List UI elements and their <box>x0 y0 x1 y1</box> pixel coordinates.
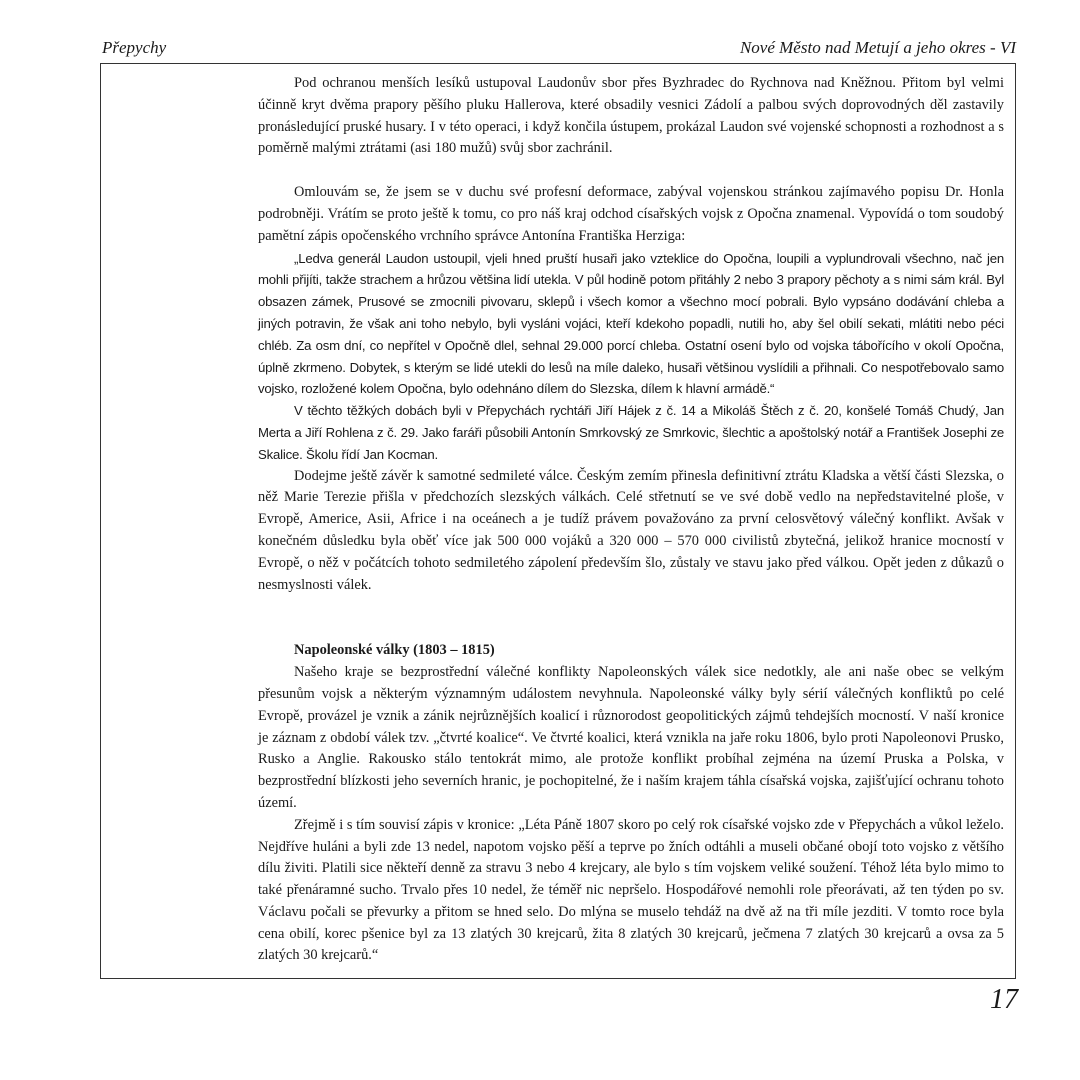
paragraph-chronicle: Zřejmě i s tím souvisí zápis v kronice: „Léta Páně 1807 skoro po celý rok císařské vojsko zde v Přepychách a vůkol leželo. Nejdříve huláni a byli zde 13 nedel, napotom vojsko pěší a teprve po žních odtáhli a museli občané obojí toto vojsko z většího dílu živiti. Platili sice někteří denně za stravu 3 nebo 4 krejcary, ale bylo s tím vojskem veliké soužení. Téhož léta bylo mimo to také přenáramné sucho. Trvalo přes 10 nedel, že téměř nic nepršelo. Hospodářové nemohli role přeorávati, až ten týden po sv. Václavu počali se převurky a přitom se hned selo. Do mlýna se muselo tehdáž na dvě až na tři míle jezditi. V tomto roce byla cena obilí, korec pšenice byl za 13 zlatých 30 krejcarů, žita 8 zlatých 30 krejcarů, ječmena 7 zlatých 30 krejcarů a ovsa za 5 zlatých 30 krejcarů.“ <box>258 816 1004 964</box>
section-spacer <box>258 596 1004 640</box>
page-number: 17 <box>990 984 1018 1015</box>
running-header-left: Přepychy <box>102 38 167 57</box>
paragraph-conclusion: Dodejme ještě závěr k samotné sedmileté válce. Českým zemím přinesla definitivní ztrátu Kladska a větší části Slezska, o něž Marie Terezie přišla v předchozích slezských válkách. Celé střetnutí se ve své době vedlo na nepředstavitelné ploše, v Evropě, Americe, Asii, Africe i na oceánech a je tudíž právem považováno za první celosvětový válečný konflikt. Avšak v konečném důsledku byla oběť více jak 500 000 vojáků a 320 000 – 570 000 civilistů zbytečná, jelikož hranice mocností v Evropě, o něž v počátcích tohoto sedmiletého zápolení především šlo, zůstaly ve stavu jako před válkou. Opět jeden z důkazů o nesmyslnosti válek. <box>258 467 1004 593</box>
quote-herzig: „Ledva generál Laudon ustoupil, vjeli hned pruští husaři jako vzteklice do Opočna, loupili a vyplundrovali všechno, nač jen mohli přijíti, takže strachem a hrůzou většina lidí utekla. V půl hodině potom přitáhly 2 nebo 3 prapory pěchoty a s nimi sám král. Byl obsazen zámek, Prusové se zmocnili pivovaru, sklepů i všech komor a všechno mocí pobrali. Bylo vypsáno dodávání chleba a jiných potravin, že však ani toho nebylo, byli vysláni vojáci, kteří kdekoho popadli, nutili ho, aby šel obilí sekati, mlátiti nebo péci chléb. Za osm dní, co nepřítel v Opočně dlel, sehnal 29.000 porcí chleba. Ostatní osení bylo od vojska tábořícího v okolí Opočna, úplně zkrmeno. Dobytek, s kterým se lidé utekli do lesů na míle daleko, husaři většinou vyslídili a přihnali. Co nespotřebovalo samo vojsko, rozložené kolem Opočna, bylo odehnáno dílem do Slezska, dílem k hlavní armádě.“ <box>258 250 1004 397</box>
paragraph-apology: Omlouvám se, že jsem se v duchu své profesní deformace, zabýval vojenskou stránkou zajímavého popisu Dr. Honla podrobněji. Vrátím se proto ještě k tomu, co pro náš kraj odchod císařských vojsk z Opočna znamenal. Vypovídá o tom soudobý pamětní zápis opočenského vrchního správce Antonína Františka Herziga: <box>258 184 1004 244</box>
paragraph-napoleonic: Našeho kraje se bezprostřední válečné konflikty Napoleonských válek sice nedotkly, ale ani naše obec se velkým přesunům vojsk a některým významným událostem nevyhnula. Napoleonské války byly sérií válečných konfliktů po celé Evropě, provázel je vznik a zánik nejrůznějších koalicí i různorodost geopolitických zájmů tehdejších mocností. V naší kronice je záznam z období válek tzv. „čtvrté koalice“. Ve čtvrté koalici, která vznikla na jaře roku 1806, bylo proti Napoleonovi Prusko, Rusko a Anglie. Rakousko stálo tentokrát mimo, ale protože konflikt probíhal zejména na území Pruska a Polska, v bezprostřední blízkosti jeho severních hranic, je pochopitelné, že i naším krajem táhla císařská vojska, zajišťující ochranu tohoto území. <box>258 664 1004 811</box>
text-column <box>258 73 1004 967</box>
paragraph-laudon-retreat: Pod ochranou menších lesíků ustupoval Laudonův sbor přes Byzhradec do Rychnova nad Kněžnou. Přitom byl velmi účinně kryt dvěma prapory pěšího pluku Hallerova, které obsadily vesnici Zádolí a palbou svých doprovodných děl zastavily pronásledující pruské husary. I v této operaci, i když končila ústupem, prokázal Laudon své vojenské schopnosti a rozhodnost a s poměrně malými ztrátami (asi 180 mužů) svůj sbor zachránil. <box>258 75 1004 157</box>
paragraph-officials: V těchto těžkých dobách byli v Přepychách rychtáři Jiří Hájek z č. 14 a Mikoláš Štěch z č. 20, konšelé Tomáš Chudý, Jan Merta a Jiří Rohlena z č. 29. Jako faráři působili Antonín Smrkovský ze Smrkovic, šlechtic a apoštolský notář a František Josephi ze Skalice. Školu řídí Jan Kocman. <box>258 403 1004 462</box>
paragraph-spacer <box>258 160 1004 182</box>
section-heading: Napoleonské války (1803 – 1815) <box>294 642 495 659</box>
running-header-right: Nové Město nad Metují a jeho okres - VI <box>739 38 1016 57</box>
